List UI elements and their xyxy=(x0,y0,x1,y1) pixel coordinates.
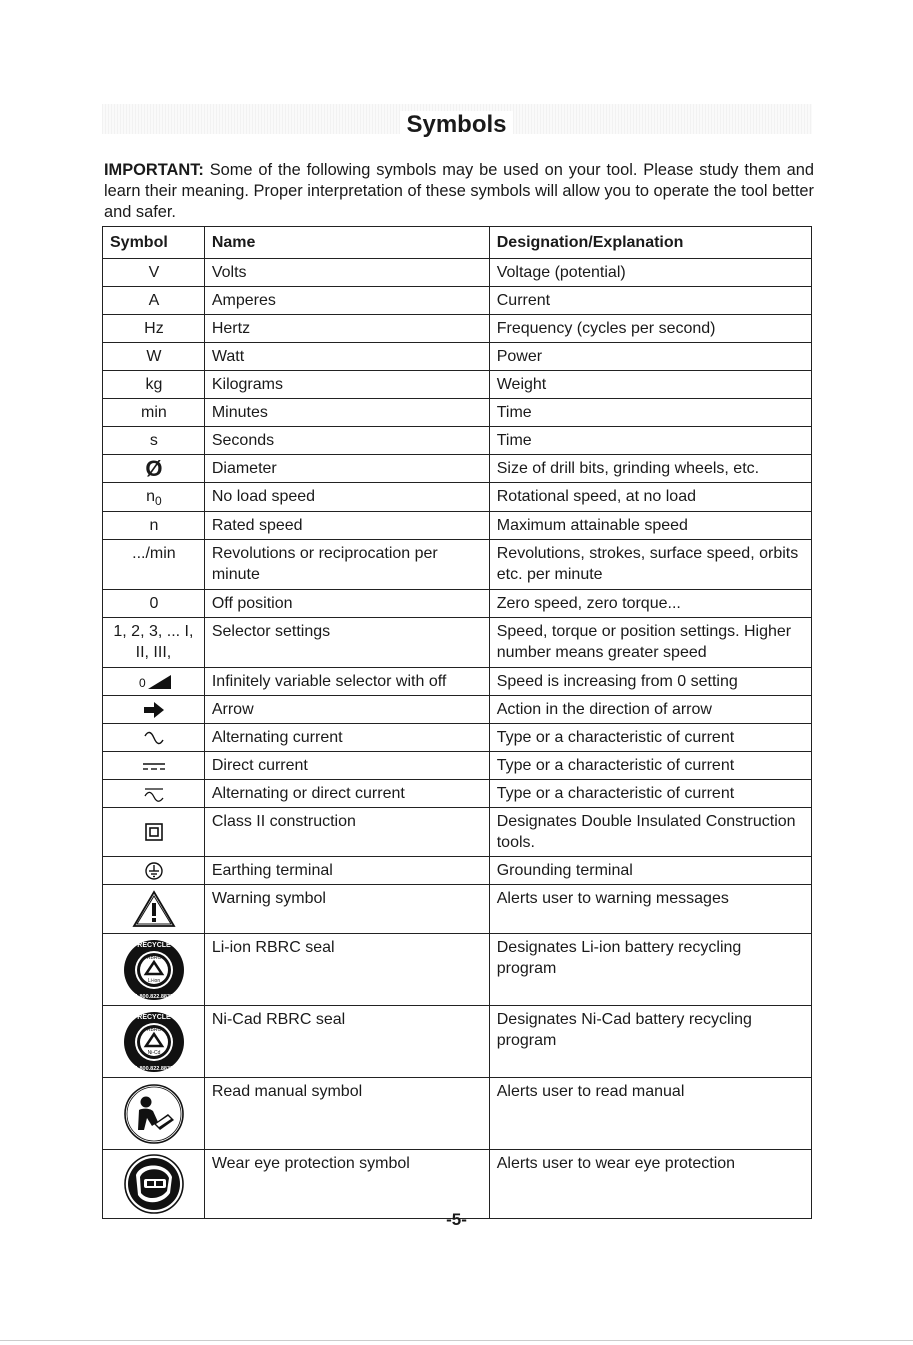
symbol-cell xyxy=(103,857,205,885)
svg-text:RBRC: RBRC xyxy=(146,954,162,961)
desc-cell: Type or a characteristic of current xyxy=(489,724,811,752)
symbol-cell xyxy=(103,668,205,696)
table-row xyxy=(103,427,812,455)
symbol-cell xyxy=(103,885,205,934)
page-number: -5- xyxy=(446,1210,467,1229)
svg-text:RECYCLE: RECYCLE xyxy=(137,941,171,949)
name-cell: Alternating current xyxy=(204,724,489,752)
table-row xyxy=(103,590,812,618)
desc-cell: Alerts user to wear eye protection xyxy=(489,1150,811,1219)
alternating-current-icon xyxy=(139,728,169,748)
name-cell: Alternating or direct current xyxy=(204,780,489,808)
table-row xyxy=(103,808,812,857)
svg-text:RBRC: RBRC xyxy=(146,1026,162,1033)
desc-cell: Zero speed, zero torque... xyxy=(489,590,811,618)
read-manual-icon xyxy=(122,1082,186,1146)
name-cell: Selector settings xyxy=(204,618,489,668)
direct-current-icon xyxy=(139,756,169,776)
svg-text:Li-ion: Li-ion xyxy=(147,977,161,984)
symbol-cell: Hz xyxy=(103,315,205,343)
name-cell: Diameter xyxy=(204,455,489,483)
table-row xyxy=(103,287,812,315)
name-cell: Warning symbol xyxy=(204,885,489,934)
table-row xyxy=(103,857,812,885)
header-name: Name xyxy=(204,227,489,259)
svg-text:1.800.822.8837: 1.800.822.8837 xyxy=(134,1065,174,1072)
desc-cell: Rotational speed, at no load xyxy=(489,483,811,512)
symbol-cell xyxy=(103,696,205,724)
ni-cad-rbrc-seal-icon xyxy=(122,1010,186,1074)
intro-paragraph: IMPORTANT: Some of the following symbols may be used on your tool. Please study them and learn their meaning. Proper interpretation of these symbols will allow you to operate the tool better and safer. xyxy=(104,161,814,221)
desc-cell: Revolutions, strokes, surface speed, orbits etc. per minute xyxy=(489,540,811,590)
name-cell: Kilograms xyxy=(204,371,489,399)
symbol-cell xyxy=(103,1150,205,1219)
table-row xyxy=(103,696,812,724)
desc-cell: Designates Li-ion battery recycling program xyxy=(489,934,811,1006)
desc-cell: Size of drill bits, grinding wheels, etc. xyxy=(489,455,811,483)
desc-cell: Weight xyxy=(489,371,811,399)
name-cell: Off position xyxy=(204,590,489,618)
desc-cell: Speed, torque or position settings. Higher number means greater speed xyxy=(489,618,811,668)
symbol-cell: .../min xyxy=(103,540,205,590)
svg-text:1.800.822.8837: 1.800.822.8837 xyxy=(134,993,174,1000)
desc-cell: Grounding terminal xyxy=(489,857,811,885)
svg-text:0: 0 xyxy=(138,675,146,690)
table-row xyxy=(103,315,812,343)
symbol-cell xyxy=(103,1006,205,1078)
symbol-cell: n xyxy=(103,512,205,540)
symbol-cell: 1, 2, 3, ... I, II, III, xyxy=(103,618,205,668)
table-row xyxy=(103,512,812,540)
symbol-cell xyxy=(103,752,205,780)
symbol-cell xyxy=(103,455,205,483)
symbol-cell xyxy=(103,1078,205,1150)
name-cell: Read manual symbol xyxy=(204,1078,489,1150)
symbol-cell: A xyxy=(103,287,205,315)
li-ion-rbrc-seal-icon xyxy=(122,938,186,1002)
symbol-cell xyxy=(103,724,205,752)
symbol-cell: kg xyxy=(103,371,205,399)
table-row xyxy=(103,752,812,780)
table-row xyxy=(103,399,812,427)
symbol-cell: $n_0$ xyxy=(103,483,205,512)
symbol-cell xyxy=(103,934,205,1006)
name-cell: Infinitely variable selector with off xyxy=(204,668,489,696)
table-row xyxy=(103,618,812,668)
earth-terminal-icon xyxy=(144,861,164,881)
table-row xyxy=(103,885,812,934)
name-cell: Seconds xyxy=(204,427,489,455)
table-row xyxy=(103,724,812,752)
desc-cell: Type or a characteristic of current xyxy=(489,752,811,780)
symbol-cell: min xyxy=(103,399,205,427)
desc-cell: Current xyxy=(489,287,811,315)
desc-cell: Frequency (cycles per second) xyxy=(489,315,811,343)
warning-triangle-icon xyxy=(131,889,177,929)
name-cell: Class II construction xyxy=(204,808,489,857)
symbol-cell xyxy=(103,780,205,808)
variable-selector-icon xyxy=(133,672,175,692)
name-cell: No load speed xyxy=(204,483,489,512)
desc-cell: Voltage (potential) xyxy=(489,259,811,287)
desc-cell: Alerts user to read manual xyxy=(489,1078,811,1150)
symbols-table xyxy=(102,226,812,1219)
table-row xyxy=(103,1150,812,1219)
name-cell: Ni-Cad RBRC seal xyxy=(204,1006,489,1078)
name-cell: Hertz xyxy=(204,315,489,343)
desc-cell: Type or a characteristic of current xyxy=(489,780,811,808)
desc-cell: Alerts user to warning messages xyxy=(489,885,811,934)
desc-cell: Maximum attainable speed xyxy=(489,512,811,540)
svg-text:RECYCLE: RECYCLE xyxy=(137,1013,171,1021)
name-cell: Direct current xyxy=(204,752,489,780)
symbol-cell xyxy=(103,808,205,857)
desc-cell: Time xyxy=(489,427,811,455)
symbol-cell: W xyxy=(103,343,205,371)
name-cell: Watt xyxy=(204,343,489,371)
name-cell: Volts xyxy=(204,259,489,287)
table-row xyxy=(103,455,812,483)
ac-dc-icon xyxy=(139,784,169,804)
desc-cell: Action in the direction of arrow xyxy=(489,696,811,724)
desc-cell: Power xyxy=(489,343,811,371)
table-row xyxy=(103,668,812,696)
table-header-row xyxy=(103,227,812,259)
table-row xyxy=(103,1006,812,1078)
table-row xyxy=(103,371,812,399)
symbol-cell: 0 xyxy=(103,590,205,618)
table-row xyxy=(103,934,812,1006)
arrow-icon xyxy=(139,700,169,720)
table-row xyxy=(103,343,812,371)
table-row xyxy=(103,259,812,287)
table-row xyxy=(103,540,812,590)
double-insulated-icon xyxy=(144,822,164,842)
svg-text:Ni-Cd: Ni-Cd xyxy=(147,1049,161,1056)
page-title: Symbols xyxy=(0,110,913,140)
symbol-cell: V xyxy=(103,259,205,287)
header-symbol: Symbol xyxy=(103,227,205,259)
name-cell: Amperes xyxy=(204,287,489,315)
name-cell: Arrow xyxy=(204,696,489,724)
eye-protection-icon xyxy=(122,1153,186,1215)
table-row xyxy=(103,780,812,808)
name-cell: Revolutions or reciprocation per minute xyxy=(204,540,489,590)
desc-cell: Speed is increasing from 0 setting xyxy=(489,668,811,696)
name-cell: Li-ion RBRC seal xyxy=(204,934,489,1006)
diameter-icon: Ø xyxy=(145,455,163,481)
name-cell: Wear eye protection symbol xyxy=(204,1150,489,1219)
page-edge-divider xyxy=(0,1340,913,1341)
desc-cell: Designates Double Insulated Construction tools. xyxy=(489,808,811,857)
symbol-cell: s xyxy=(103,427,205,455)
name-cell: Earthing terminal xyxy=(204,857,489,885)
desc-cell: Time xyxy=(489,399,811,427)
header-designation: Designation/Explanation xyxy=(489,227,811,259)
name-cell: Minutes xyxy=(204,399,489,427)
desc-cell: Designates Ni-Cad battery recycling program xyxy=(489,1006,811,1078)
table-row xyxy=(103,483,812,512)
name-cell: Rated speed xyxy=(204,512,489,540)
table-row xyxy=(103,1078,812,1150)
